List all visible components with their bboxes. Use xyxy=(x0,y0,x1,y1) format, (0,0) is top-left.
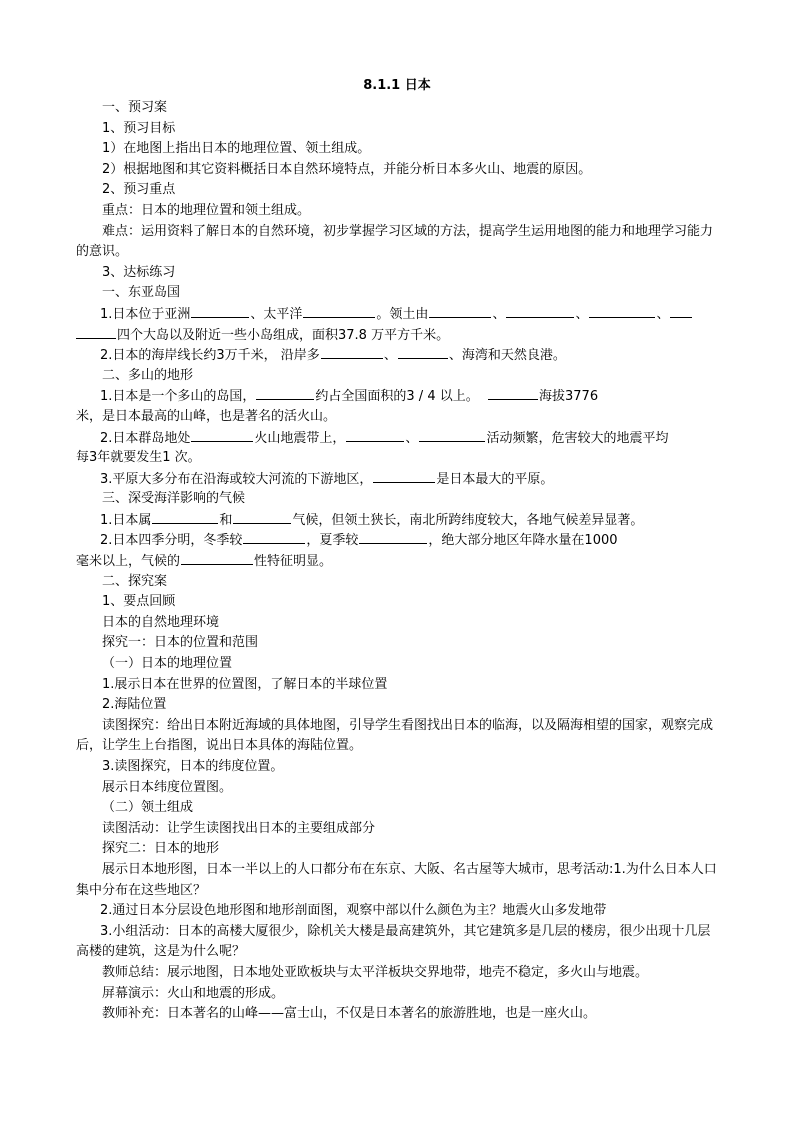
teacher-summary: 教师总结：展示地图，日本地处亚欧板块与太平洋板块交界地带，地壳不稳定，多火山与地震。 xyxy=(102,964,649,980)
teacher-supplement: 教师补充：日本著名的山峰——富士山，不仅是日本著名的旅游胜地，也是一座火山。 xyxy=(102,1006,597,1022)
text: 约占全国面积的3 / 4 以上。 xyxy=(315,389,479,405)
territory-activity: 读图活动：让学生读图找出日本的主要组成部分 xyxy=(102,820,376,836)
exercise-2-1 xyxy=(76,386,720,407)
text: 2.日本的海岸线长约3万千米， 沿岸多 xyxy=(100,348,320,364)
text: 。领土由 xyxy=(376,306,429,322)
text: 火山地震带上， xyxy=(254,430,346,446)
map-inquiry-paragraph xyxy=(76,716,720,757)
goal-1: 1）在地图上指出日本的地理位置、领土组成。 xyxy=(102,141,371,157)
answer-blank[interactable] xyxy=(670,304,692,318)
text: 四个大岛以及附近一些小岛组成，面积37.8 万平方千米。 xyxy=(117,327,450,343)
exercise-3-1 xyxy=(76,510,720,531)
text: 是日本最大的平原。 xyxy=(436,471,554,487)
group-activity-paragraph xyxy=(76,922,720,963)
part-heading-terrain: 二、多山的地形 xyxy=(102,367,194,383)
terrain-step-2: 2.通过日本分层设色地形图和地形剖面图，观察中部以什么颜色为主？地震火山多发地带 xyxy=(100,903,607,919)
subheading-exercises: 3、达标练习 xyxy=(102,264,176,280)
text: 2.日本四季分明，冬季较 xyxy=(100,533,243,549)
text: 展示日本地形图，日本一半以上的人口都分布在东京、大阪、名古屋等大城市，思考活动:1.为什么日本人口集中分布在这些地区？ xyxy=(76,861,717,898)
text: 、太平洋 xyxy=(250,306,303,322)
text: 、 xyxy=(492,306,506,322)
terrain-paragraph xyxy=(76,860,720,901)
text: 活动频繁，危害较大的地震平均 xyxy=(486,430,669,446)
answer-blank[interactable] xyxy=(429,304,491,318)
answer-blank[interactable] xyxy=(181,551,253,565)
answer-blank[interactable] xyxy=(191,428,253,442)
subheading-focus: 2、预习重点 xyxy=(102,182,176,198)
text: 、 xyxy=(383,348,397,364)
text: 海拔3776 xyxy=(539,389,599,405)
exercise-3-2 xyxy=(76,530,720,551)
answer-blank[interactable] xyxy=(398,345,448,359)
text: 3.小组活动：日本的高楼大厦很少，除机关大楼是最高建筑外，其它建筑多是几层的楼房，很少出现十几层高楼的建筑，这是为什么呢？ xyxy=(76,923,711,960)
text: 、海湾和天然良港。 xyxy=(448,348,566,364)
focus-key-point: 重点：日本的地理位置和领土组成。 xyxy=(102,202,311,218)
text: 性特征明显。 xyxy=(254,554,333,570)
exercise-1-1 xyxy=(76,304,720,325)
text: 气候，但领土狭长，南北所跨纬度较大，各地气候差异显著。 xyxy=(292,512,644,528)
answer-blank[interactable] xyxy=(488,386,538,400)
step-2: 2.海陆位置 xyxy=(102,697,167,713)
focus-difficulty xyxy=(76,222,720,263)
answer-blank[interactable] xyxy=(303,304,375,318)
inquiry-2-heading: 探究二：日本的地形 xyxy=(102,841,220,857)
text: 、 xyxy=(656,306,670,322)
goal-2: 2）根据地图和其它资料概括日本自然环境特点，并能分析日本多火山、地震的原因。 xyxy=(102,161,592,177)
text: 1.日本属 xyxy=(100,512,152,528)
text: ，夏季较 xyxy=(306,533,359,549)
review-topic: 日本的自然地理环境 xyxy=(102,614,220,630)
exercise-1-2 xyxy=(76,345,720,366)
answer-blank[interactable] xyxy=(419,428,485,442)
part-heading-island-country: 一、东亚岛国 xyxy=(102,285,181,301)
answer-blank[interactable] xyxy=(359,530,427,544)
answer-blank[interactable] xyxy=(243,530,305,544)
text: 1.日本位于亚洲 xyxy=(100,306,191,322)
latitude-map-note: 展示日本纬度位置图。 xyxy=(102,779,233,795)
geo-location-heading: （一）日本的地理位置 xyxy=(102,656,233,672)
text: 、 xyxy=(575,306,589,322)
answer-blank[interactable] xyxy=(152,510,218,524)
text: ，绝大部分地区年降水量在1000 xyxy=(428,533,618,549)
text: 、 xyxy=(405,430,419,446)
subheading-goals: 1、预习目标 xyxy=(102,120,176,136)
text: 读图探究：给出日本附近海域的具体地图，引导学生看图找出日本的临海，以及隔海相望的国家，观察完成后，让学生上台指图，说出日本具体的海陆位置。 xyxy=(76,717,714,754)
text: 1.日本是一个多山的岛国， xyxy=(100,389,256,405)
answer-blank[interactable] xyxy=(346,428,404,442)
text: 毫米以上，气候的 xyxy=(76,554,181,570)
focus-difficulty-text: 难点：运用资料了解日本的自然环境，初步掌握学习区域的方法，提高学生运用地图的能力和地理学习能力的意识。 xyxy=(76,223,714,260)
section-heading-inquiry: 二、探究案 xyxy=(102,573,168,589)
exercise-2-3 xyxy=(76,469,720,490)
answer-blank[interactable] xyxy=(321,345,383,359)
text: 3.平原大多分布在沿海或较大河流的下游地区， xyxy=(100,471,373,487)
answer-blank[interactable] xyxy=(76,325,116,339)
section-heading-preview: 一、预习案 xyxy=(102,100,168,115)
text: 和 xyxy=(219,512,233,528)
step-1: 1.展示日本在世界的位置图，了解日本的半球位置 xyxy=(102,676,388,692)
exercise-2-2-cont: 每3年就要发生1 次。 xyxy=(76,450,201,466)
exercise-2-1-cont: 米，是日本最高的山峰，也是著名的活火山。 xyxy=(76,408,337,424)
answer-blank[interactable] xyxy=(233,510,291,524)
step-3: 3.读图探究，日本的纬度位置。 xyxy=(102,759,284,774)
territory-heading: （二）领土组成 xyxy=(102,800,194,816)
exercise-1-1-cont xyxy=(76,325,720,346)
answer-blank[interactable] xyxy=(589,304,655,318)
screen-demo: 屏幕演示：火山和地震的形成。 xyxy=(102,985,285,1001)
inquiry-1-heading: 探究一：日本的位置和范围 xyxy=(102,635,259,651)
answer-blank[interactable] xyxy=(506,304,574,318)
document-body xyxy=(76,98,720,1025)
answer-blank[interactable] xyxy=(256,386,314,400)
answer-blank[interactable] xyxy=(191,304,249,318)
subheading-review: 1、要点回顾 xyxy=(102,594,176,610)
part-heading-climate: 三、深受海洋影响的气候 xyxy=(102,491,246,507)
exercise-3-2-cont xyxy=(76,551,720,572)
page-title: 8.1.1 日本 xyxy=(363,78,431,93)
answer-blank[interactable] xyxy=(373,469,435,483)
text: 2.日本群岛地处 xyxy=(100,430,191,446)
exercise-2-2 xyxy=(76,428,720,449)
